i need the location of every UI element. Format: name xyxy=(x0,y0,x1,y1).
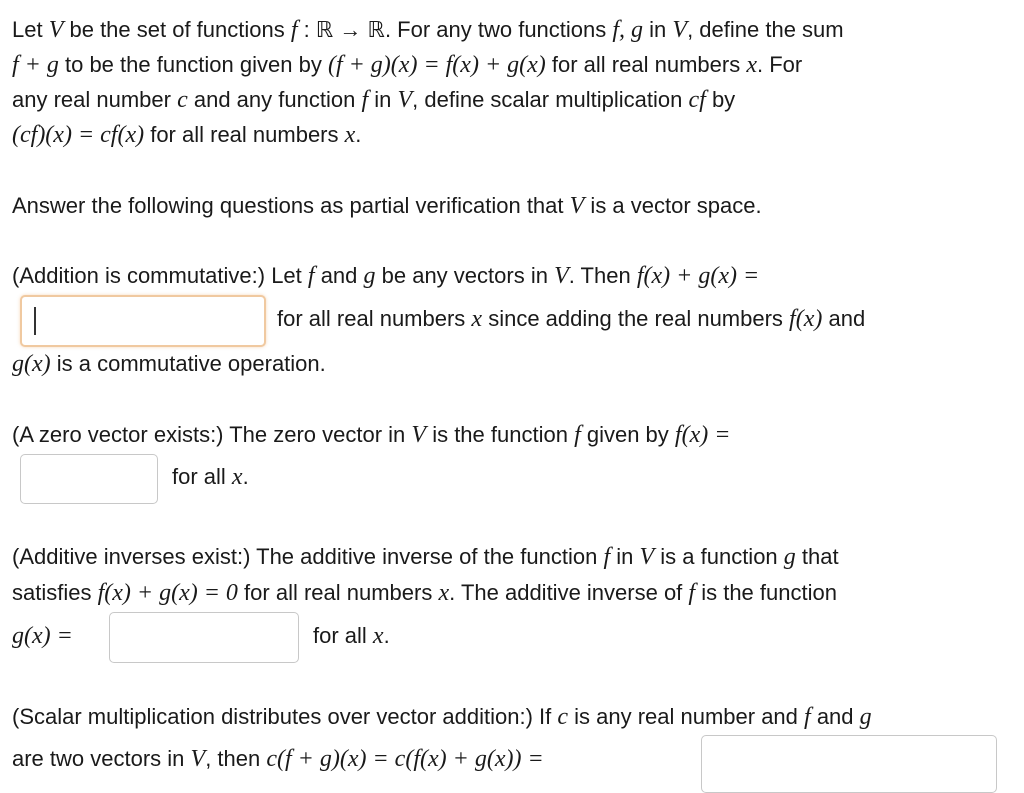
text: for all real numbers xyxy=(144,122,345,147)
text: . The additive inverse of xyxy=(449,580,689,605)
text: . xyxy=(383,623,390,648)
intro-line-1 xyxy=(12,15,844,45)
text: and xyxy=(810,704,860,729)
math-c: c xyxy=(557,704,568,730)
math-distributive-expression: c(f + g)(x) = c(f(x) + g(x)) = xyxy=(266,746,544,772)
text: is the function xyxy=(695,580,837,605)
math-g: g xyxy=(783,544,796,570)
text: that xyxy=(795,544,839,569)
math-f: f xyxy=(574,422,581,448)
math-V: V xyxy=(190,746,206,772)
math-f: f xyxy=(307,263,315,289)
q3-answer-input[interactable] xyxy=(109,612,299,663)
text: (Addition is commutative:) Let xyxy=(12,263,308,288)
q1-answer-input[interactable] xyxy=(20,295,266,347)
math-x: x xyxy=(471,306,483,332)
math-x: x xyxy=(438,580,450,606)
text: any real number xyxy=(12,87,178,112)
intro-line-3 xyxy=(12,85,735,115)
text: for all real numbers xyxy=(237,580,439,605)
text: and any function xyxy=(187,87,362,112)
math-gx: g(x) xyxy=(12,351,51,377)
math-f: f xyxy=(688,580,696,606)
math-gx-equals: g(x) = xyxy=(12,623,73,649)
text: since adding the real numbers xyxy=(482,306,790,331)
math-V: V xyxy=(639,544,655,570)
text: to be the function given by xyxy=(58,52,328,77)
text: be any vectors in xyxy=(375,263,555,288)
text: (Additive inverses exist:) The additive inverse of the function xyxy=(12,544,604,569)
text: for all xyxy=(172,464,232,489)
text: Answer the following questions as partial verification that xyxy=(12,193,570,218)
math-x: x xyxy=(372,623,384,649)
text: is a commutative operation. xyxy=(50,351,326,376)
math-g: g xyxy=(363,263,376,289)
text: and xyxy=(314,263,364,288)
math-x: x xyxy=(746,52,757,78)
text-cursor xyxy=(34,307,36,335)
text: is the function xyxy=(426,422,575,447)
math-fx: f(x) xyxy=(789,306,823,332)
text: : ℝ → ℝ. For any two functions xyxy=(297,17,613,42)
q3-prompt xyxy=(12,542,839,572)
text: in xyxy=(610,544,640,569)
math-f-plus-g-equals: f(x) + g(x) = xyxy=(636,263,760,289)
math-V: V xyxy=(569,193,585,219)
text: for all xyxy=(313,623,373,648)
math-V: V xyxy=(672,17,688,43)
task-instruction xyxy=(12,191,762,221)
math-f: f xyxy=(804,704,811,730)
math-V: V xyxy=(411,422,427,448)
math-f: f xyxy=(603,544,611,570)
math-V: V xyxy=(48,17,64,43)
text: by xyxy=(705,87,736,112)
q2-answer-input[interactable] xyxy=(20,454,158,504)
text: is a function xyxy=(654,544,784,569)
text: . For xyxy=(756,52,803,77)
text: for all real numbers xyxy=(545,52,747,77)
q3-line-2 xyxy=(12,578,837,608)
text: is any real number and xyxy=(568,704,805,729)
math-c: c xyxy=(177,87,188,113)
math-g: g xyxy=(859,704,872,730)
q4-answer-input[interactable] xyxy=(701,735,997,793)
math-V: V xyxy=(397,87,413,113)
text: . xyxy=(242,464,249,489)
text: , define scalar multiplication xyxy=(412,87,689,112)
text: are two vectors in xyxy=(12,746,191,771)
q3-continuation xyxy=(313,621,390,651)
text: . xyxy=(355,122,362,147)
text: is a vector space. xyxy=(584,193,762,218)
math-cf: cf xyxy=(688,87,706,113)
math-inverse-condition: f(x) + g(x) = 0 xyxy=(97,580,238,606)
text: in xyxy=(368,87,398,112)
text: and xyxy=(822,306,866,331)
text: be the set of functions xyxy=(63,17,291,42)
math-sum-definition: (f + g)(x) = f(x) + g(x) xyxy=(327,52,546,78)
q1-prompt xyxy=(12,261,759,291)
text: (Scalar multiplication distributes over vector addition:) If xyxy=(12,704,558,729)
math-f: f xyxy=(361,87,369,113)
q2-prompt xyxy=(12,420,730,450)
q1-ending xyxy=(12,349,326,379)
text: satisfies xyxy=(12,580,98,605)
q2-continuation xyxy=(172,462,249,492)
intro-line-4 xyxy=(12,120,361,150)
math-scalar-definition: (cf)(x) = cf(x) xyxy=(12,122,145,148)
math-x: x xyxy=(344,122,356,148)
text: given by xyxy=(580,422,675,447)
q4-prompt xyxy=(12,702,872,732)
math-f: f xyxy=(290,17,298,43)
math-fx-equals: f(x) = xyxy=(674,422,731,448)
math-V: V xyxy=(554,263,569,289)
text: in xyxy=(643,17,673,42)
math-x: x xyxy=(231,464,243,490)
q3-lhs xyxy=(12,621,73,651)
text: , define the sum xyxy=(687,17,844,42)
math-f-plus-g: f + g xyxy=(12,52,59,78)
q1-continuation xyxy=(277,304,865,334)
text: , then xyxy=(205,746,267,771)
intro-line-2 xyxy=(12,50,802,80)
text: for all real numbers xyxy=(277,306,472,331)
text: . Then xyxy=(568,263,637,288)
text: Let xyxy=(12,17,49,42)
text: (A zero vector exists:) The zero vector in xyxy=(12,422,412,447)
math-fg: f, g xyxy=(612,17,644,43)
q4-line-2 xyxy=(12,744,544,774)
